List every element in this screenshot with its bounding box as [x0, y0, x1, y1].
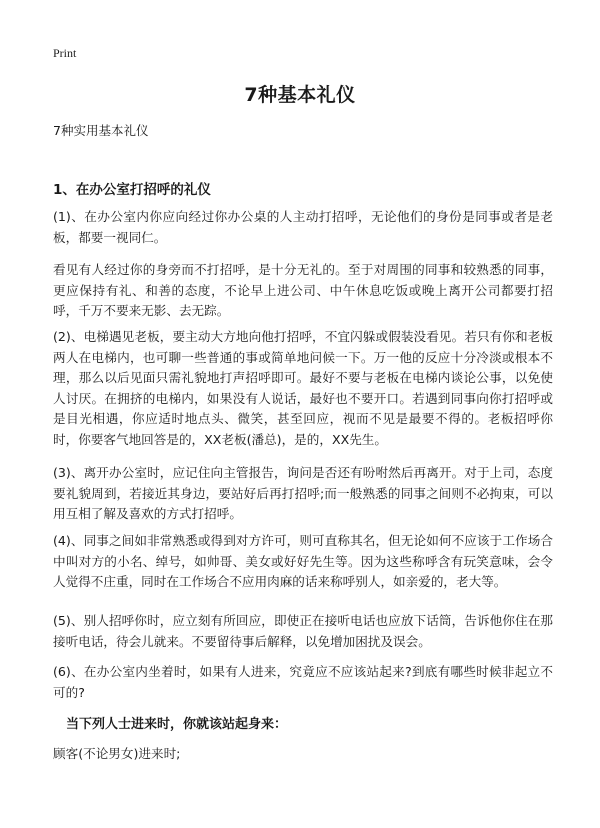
- paragraph-1: (1)、在办公室内你应向经过你办公桌的人主动打招呼，无论他们的身份是同事或者是老板，都要一视同仁。: [53, 209, 553, 245]
- document-title: 7种基本礼仪: [244, 84, 356, 106]
- print-label: Print: [53, 46, 77, 60]
- paragraph-2: 看见有人经过你的身旁而不打招呼，是十分无礼的。至于对周围的同事和较熟悉的同事，更应保持有礼、和善的态度，不论早上进公司、中午休息吃饭或晚上离开公司都要打招呼，千万不要来无影、去无踪。: [53, 262, 553, 318]
- sub-heading: 当下列人士进来时，你就该站起身来：: [66, 717, 288, 732]
- paragraph-4: (3)、离开办公室时，应记住向主管报告，询问是否还有吩咐然后再离开。对于上司，态度要礼貌周到，若接近其身边，要站好后再打招呼;而一般熟悉的同事之间则不必拘束，可以用互相了解及喜欢的方式打招呼。: [53, 465, 553, 521]
- paragraph-5: (4)、同事之间如非常熟悉或得到对方许可，则可直称其名，但无论如何不应该于工作场合中叫对方的小名、绰号，如帅哥、美女或好好先生等。因为这些称呼含有玩笑意味，会令人觉得不庄重，同时在工作场合不应用肉麻的话来称呼别人，如亲爱的，老大等。: [53, 533, 553, 589]
- paragraph-7: (6)、在办公室内坐着时，如果有人进来，究竟应不应该站起来?到底有哪些时候非起立不可的?: [53, 664, 553, 700]
- document-subtitle: 7种实用基本礼仪: [53, 123, 149, 138]
- last-line: 顾客(不论男女)进来时;: [53, 746, 181, 761]
- section-heading: 1、在办公室打招呼的礼仪: [53, 182, 211, 198]
- paragraph-3: (2)、电梯遇见老板，要主动大方地向他打招呼，不宜闪躲或假装没看见。若只有你和老板两人在电梯内，也可聊一些普通的事或简单地问候一下。万一他的反应十分冷淡或根本不理，那么以后见面只需礼貌地打声招呼即可。最好不要与老板在电梯内谈论公事，以免使人讨厌。在拥挤的电梯内，如果没有人说话，最好也不要开口。若遇到同事向你打招呼或是目光相遇，你应适时地点头、微笑，甚至回应，视而不见是最要不得的。老板招呼你时，你要客气地回答是的，XX老板(潘总)，是的，XX先生。: [53, 329, 553, 447]
- paragraph-6: (5)、别人招呼你时，应立刻有所回应，即使正在接听电话也应放下话筒，告诉他你住在那接听电话，待会儿就来。不要留待事后解释，以免增加困扰及误会。: [53, 613, 553, 649]
